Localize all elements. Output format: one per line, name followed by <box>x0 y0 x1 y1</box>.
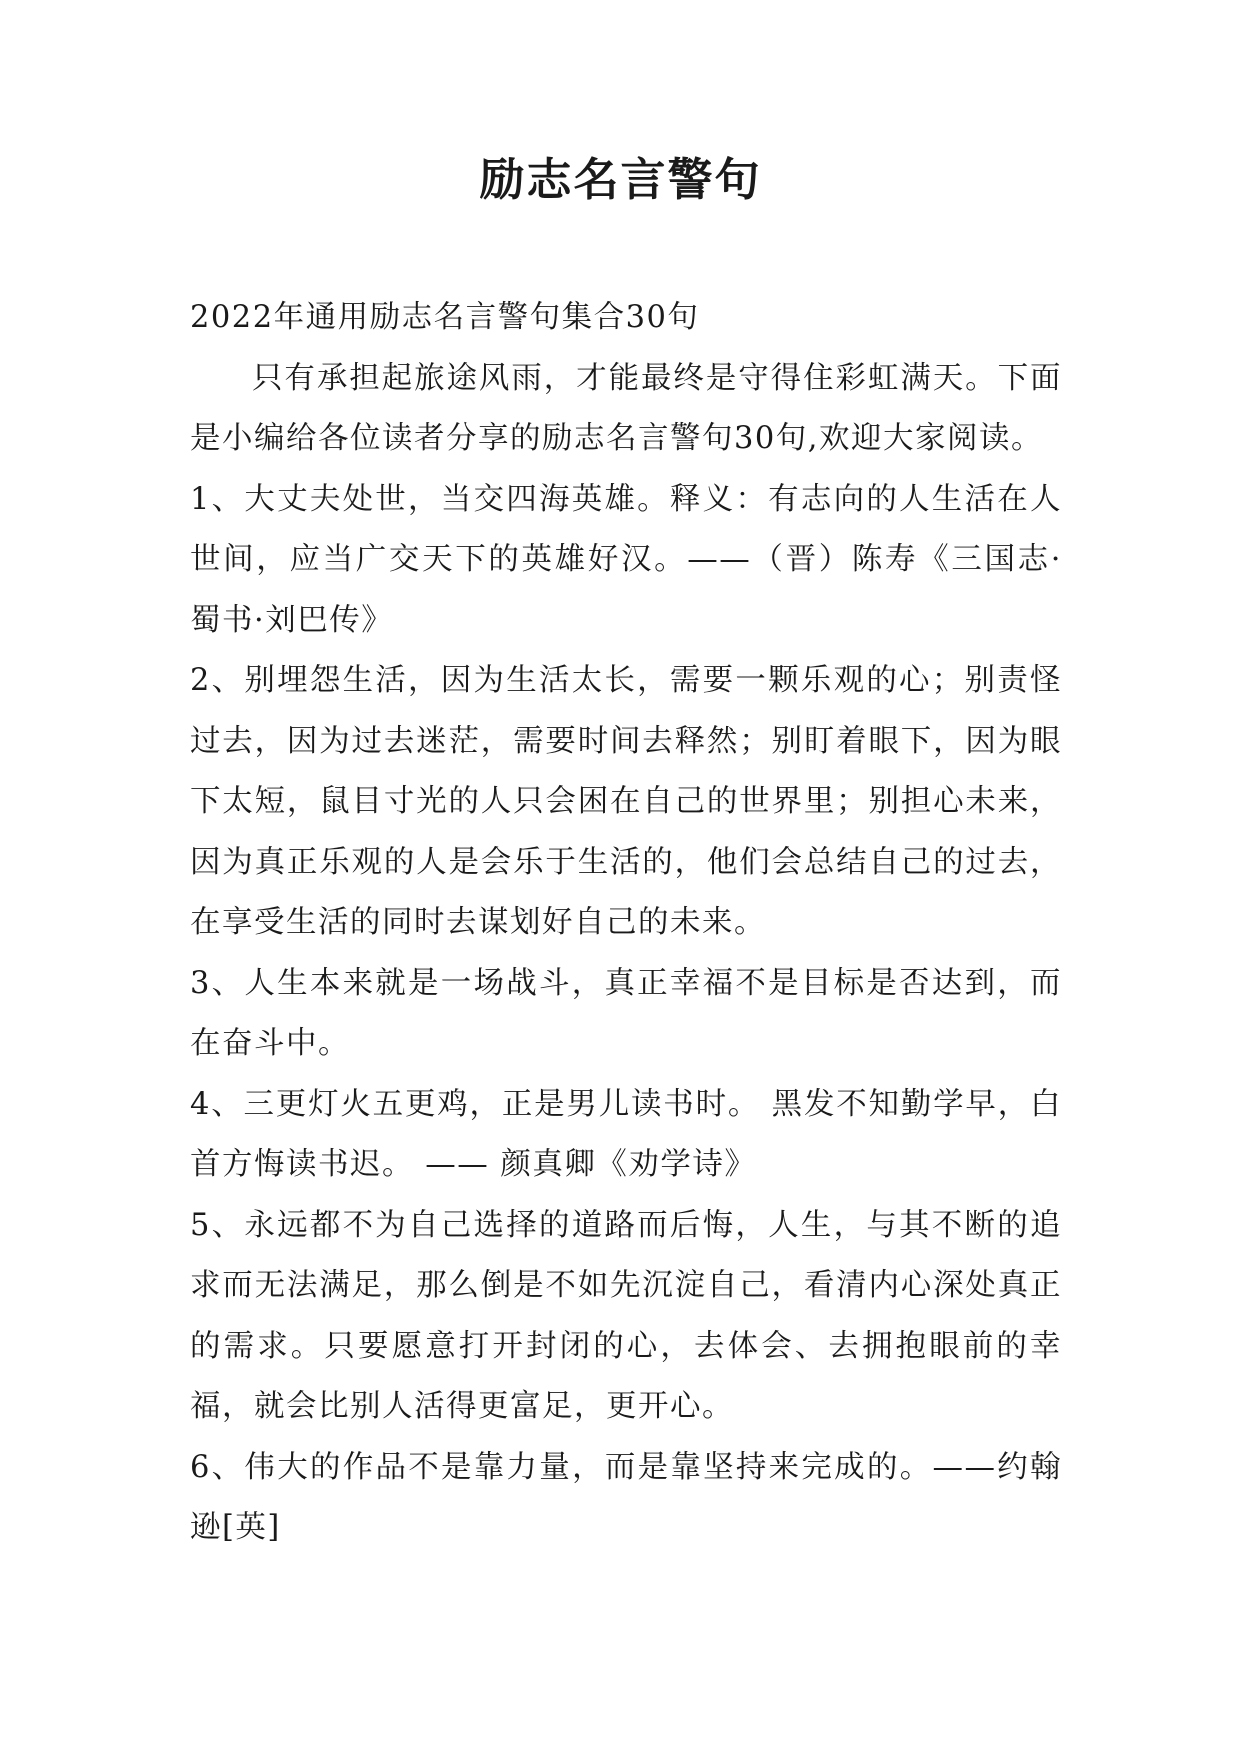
quote-item-1: 1、大丈夫处世，当交四海英雄。释义：有志向的人生活在人世间，应当广交天下的英雄好汉。——（晋）陈寿《三国志·蜀书·刘巴传》 <box>190 481 1062 638</box>
quote-item-5: 5、永远都不为自己选择的道路而后悔，人生，与其不断的追求而无法满足，那么倒是不如先沉淀自己，看清内心深处真正的需求。只要愿意打开封闭的心，去体会、去拥抱眼前的幸福，就会比别人活得更富足，更开心。 <box>190 1207 1062 1424</box>
document-body <box>190 288 1062 1559</box>
quote-item-3: 3、人生本来就是一场战斗，真正幸福不是目标是否达到，而在奋斗中。 <box>190 965 1062 1061</box>
quote-item-6: 6、伟大的作品不是靠力量，而是靠坚持来完成的。——约翰逊[英] <box>190 1449 1062 1545</box>
document-title: 励志名言警句 <box>479 153 762 206</box>
quote-item-2: 2、别埋怨生活，因为生活太长，需要一颗乐观的心；别责怪过去，因为过去迷茫，需要时间去释然；别盯着眼下，因为眼下太短，鼠目寸光的人只会困在自己的世界里；别担心未来，因为真正乐观的人是会乐于生活的，他们会总结自己的过去，在享受生活的同时去谋划好自己的未来。 <box>190 663 1062 940</box>
subtitle: 2022年通用励志名言警句集合30句 <box>190 300 700 335</box>
quote-item-4: 4、三更灯火五更鸡，正是男儿读书时。 黑发不知勤学早，白首方悔读书迟。 —— 颜真卿《劝学诗》 <box>190 1086 1062 1182</box>
intro-paragraph: 只有承担起旅途风雨，才能最终是守得住彩虹满天。下面是小编给各位读者分享的励志名言警句30句,欢迎大家阅读。 <box>190 360 1062 456</box>
